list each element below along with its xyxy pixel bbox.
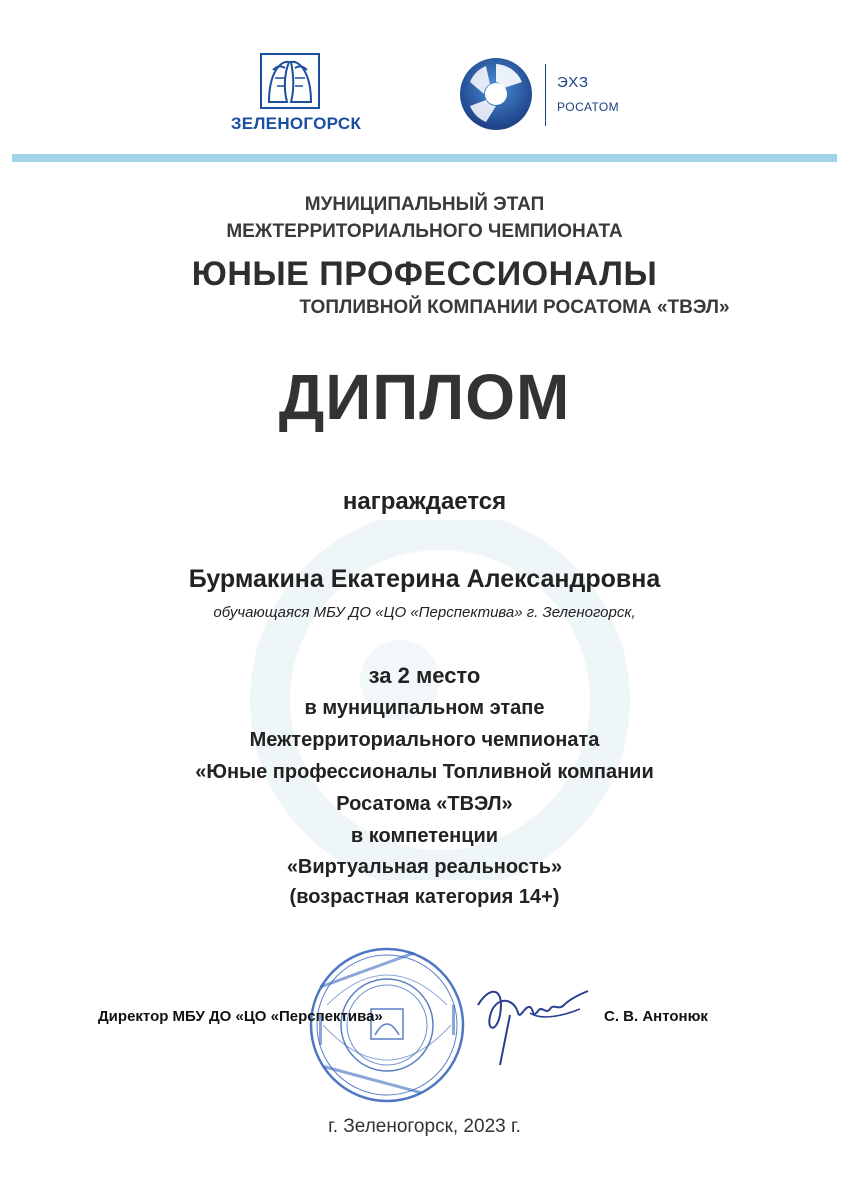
header-divider-bar [12,154,837,162]
awarded-text: награждается [342,488,507,515]
city-name-text: ЗЕЛЕНОГОРСК [230,114,362,133]
recipient-name: Бурмакина Екатерина Александровна [188,565,661,593]
award-line: (возрастная категория 14+) [289,886,560,908]
award-line: Межтерриториального чемпионата [249,729,600,751]
award-line: «Виртуальная реальность» [286,856,563,878]
signatory-name: С. В. Антонюк [604,1008,708,1025]
rosatom-text: РОСАТОМ [557,100,620,114]
award-line: в компетенции [350,825,499,847]
header-line-young-professionals: ЮНЫЕ ПРОФЕССИОНАЛЫ [191,255,658,293]
rosatom-logo-icon [456,54,536,134]
award-place: за 2 место [368,663,481,688]
logo-divider [545,64,546,126]
award-line: «Юные профессионалы Топливной компании [195,761,654,783]
footer-city-year: г. Зеленогорск, 2023 г. [328,1116,521,1137]
header-line-championship: МЕЖТЕРРИТОРИАЛЬНОГО ЧЕМПИОНАТА [226,221,623,242]
zelenogorsk-logo [226,52,366,142]
official-seal-icon [307,945,467,1105]
ehz-text: ЭХЗ [557,74,590,91]
diploma-title: ДИПЛОМ [278,361,571,433]
award-line: Росатома «ТВЭЛ» [336,793,513,815]
city-emblem-icon [259,52,321,110]
header-line-tvel: ТОПЛИВНОЙ КОМПАНИИ РОСАТОМА «ТВЭЛ» [299,297,730,318]
header-line-municipal-stage: МУНИЦИПАЛЬНЫЙ ЭТАП [304,194,545,215]
signature-icon [470,975,600,1070]
award-line: в муниципальном этапе [304,697,545,719]
signatory-label: Директор МБУ ДО «ЦО «Перспектива» [98,1008,383,1025]
recipient-affiliation: обучающаяся МБУ ДО «ЦО «Перспектива» г. Зеленогорск, [213,604,636,621]
